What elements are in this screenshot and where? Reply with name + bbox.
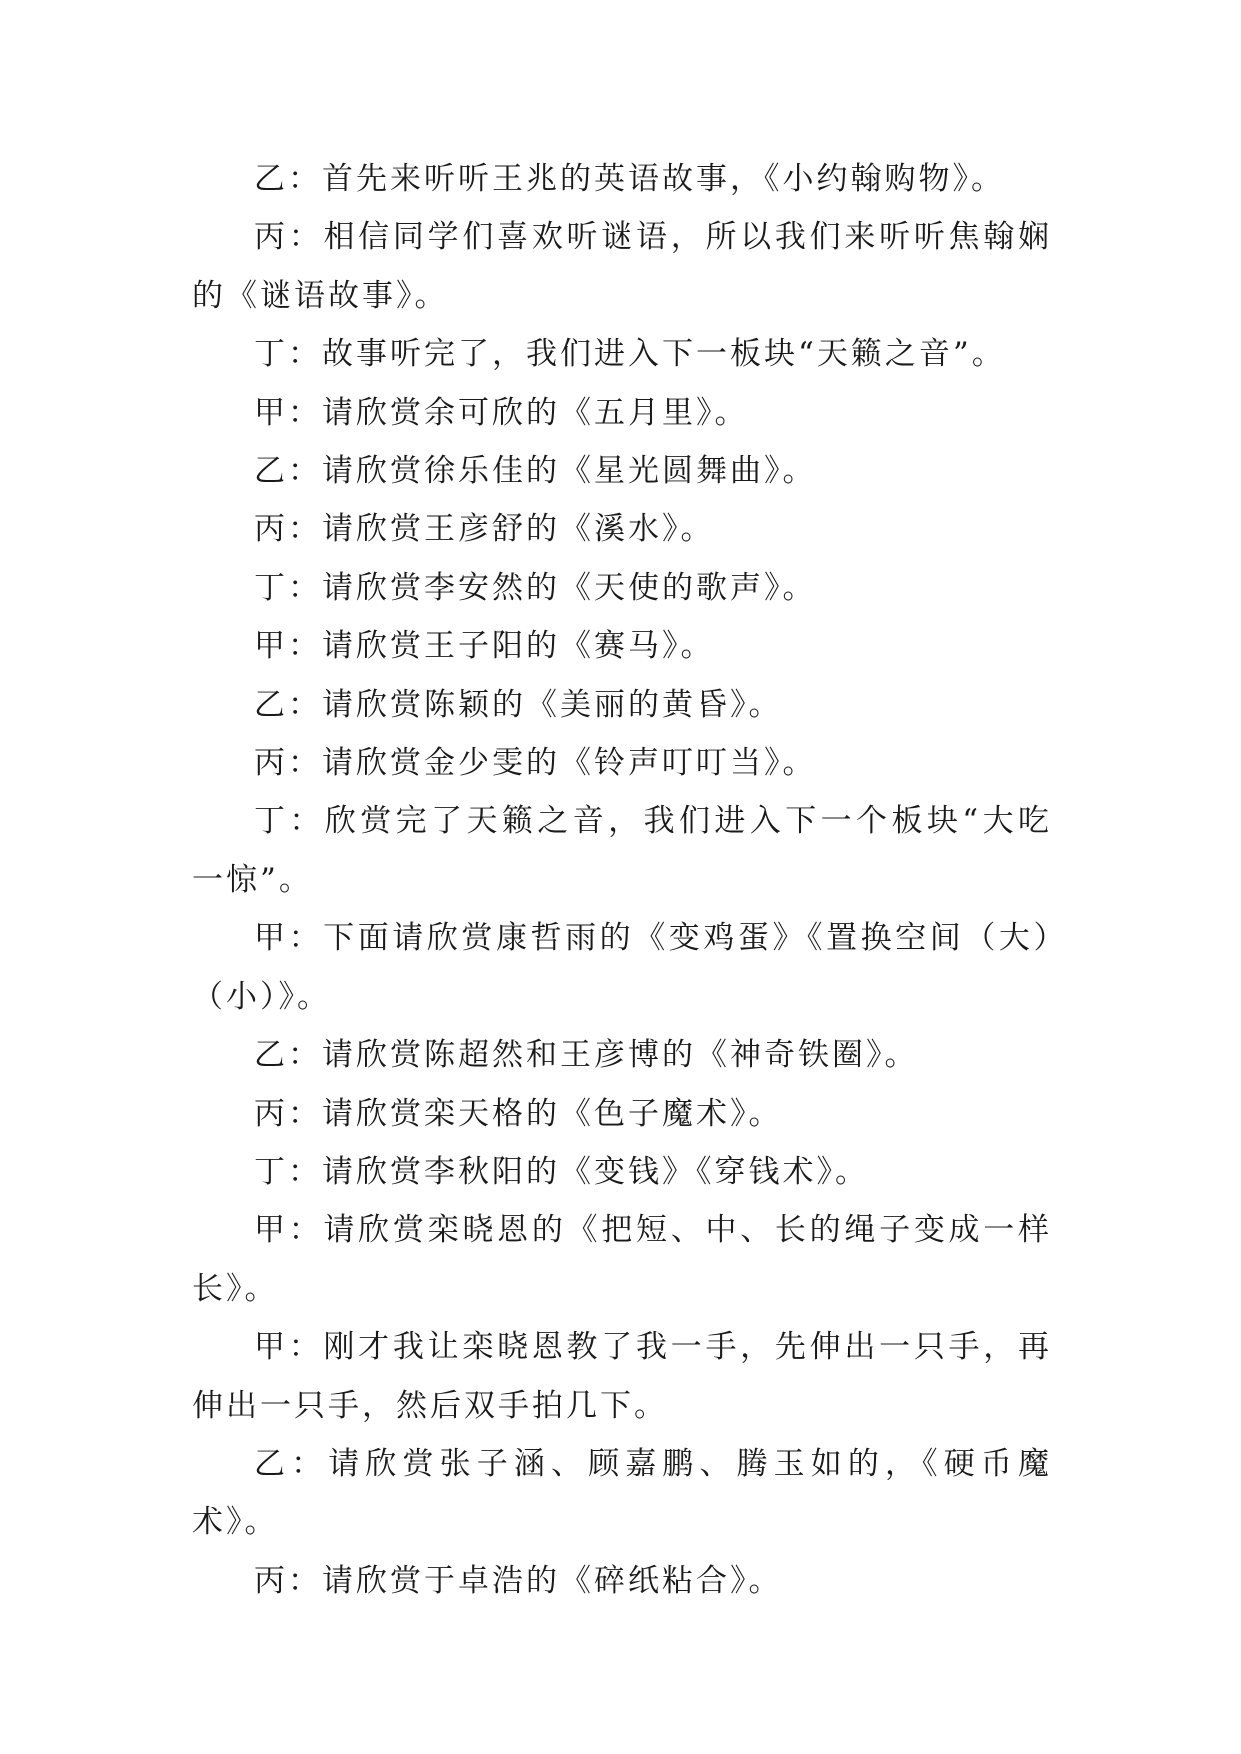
dialogue-paragraph: 乙：首先来听听王兆的英语故事，《小约翰购物》。 <box>254 161 1005 197</box>
dialogue-paragraph: 丙：请欣赏王彦舒的《溪水》。 <box>254 511 715 548</box>
dialogue-paragraph: 乙：请欣赏徐乐佳的《星光圆舞曲》。 <box>254 453 817 490</box>
dialogue-paragraph: 丁：欣赏完了天籁之音，我们进入下一个板块“大吃一惊”。 <box>192 803 1052 898</box>
document-body <box>192 150 1052 1610</box>
dialogue-paragraph: 甲：请欣赏栾晓恩的《把短、中、长的绳子变成一样长》。 <box>192 1212 1052 1307</box>
dialogue-paragraph: 丁：请欣赏李安然的《天使的歌声》。 <box>254 569 817 606</box>
dialogue-paragraph: 丙：请欣赏栾天格的《色子魔术》。 <box>254 1095 783 1132</box>
dialogue-paragraph: 乙：请欣赏陈颖的《美丽的黄昏》。 <box>254 686 783 723</box>
dialogue-paragraph: 丙：相信同学们喜欢听谜语，所以我们来听听焦翰娴的《谜语故事》。 <box>192 219 1052 314</box>
dialogue-paragraph: 丁：请欣赏李秋阳的《变钱》《穿钱术》。 <box>254 1153 869 1190</box>
dialogue-paragraph: 乙：请欣赏陈超然和王彦博的《神奇铁圈》。 <box>254 1037 919 1074</box>
dialogue-paragraph: 甲：下面请欣赏康哲雨的《变鸡蛋》《置换空间（大）（小）》。 <box>192 920 1052 1015</box>
dialogue-paragraph: 丁：故事听完了，我们进入下一板块“天籁之音”。 <box>254 336 1006 373</box>
dialogue-paragraph: 丙：请欣赏金少雯的《铃声叮叮当》。 <box>254 745 817 782</box>
dialogue-paragraph: 乙：请欣赏张子涵、顾嘉鹏、腾玉如的，《硬币魔术》。 <box>192 1445 1052 1541</box>
dialogue-paragraph: 甲：请欣赏王子阳的《赛马》。 <box>254 628 715 665</box>
dialogue-paragraph: 丙：请欣赏于卓浩的《碎纸粘合》。 <box>254 1562 783 1599</box>
dialogue-paragraph: 甲：刚才我让栾晓恩教了我一手，先伸出一只手，再伸出一只手，然后双手拍几下。 <box>192 1329 1052 1424</box>
dialogue-paragraph: 甲：请欣赏余可欣的《五月里》。 <box>254 394 749 431</box>
